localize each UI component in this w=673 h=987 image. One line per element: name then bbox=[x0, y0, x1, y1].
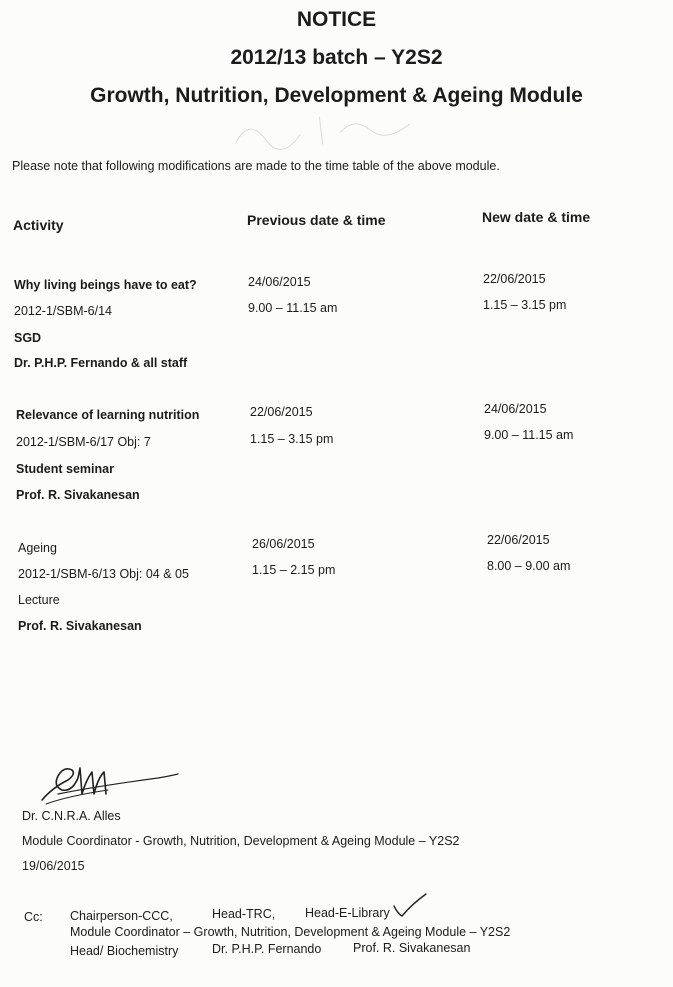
cc-label: Cc: bbox=[24, 910, 43, 924]
check-mark-icon bbox=[392, 892, 428, 925]
previous-time: 1.15 – 3.15 pm bbox=[250, 432, 334, 446]
activity-type: Student seminar bbox=[16, 462, 114, 476]
batch-title: 2012/13 batch – Y2S2 bbox=[230, 46, 443, 69]
new-date: 22/06/2015 bbox=[487, 533, 550, 547]
column-header-new: New date & time bbox=[482, 209, 591, 225]
activity-type: SGD bbox=[14, 331, 42, 345]
new-time: 1.15 – 3.15 pm bbox=[483, 298, 567, 312]
activity-code: 2012-1/SBM-6/17 Obj: 7 bbox=[16, 435, 151, 449]
cc-recipient: Head-TRC, bbox=[212, 907, 276, 921]
activity-code: 2012-1/SBM-6/13 Obj: 04 & 05 bbox=[18, 567, 189, 581]
signatory-name: Dr. C.N.R.A. Alles bbox=[22, 809, 121, 823]
cc-recipient: Dr. P.H.P. Fernando bbox=[212, 942, 322, 956]
column-header-previous: Previous date & time bbox=[247, 212, 386, 228]
signature-date: 19/06/2015 bbox=[22, 859, 85, 873]
column-header-activity: Activity bbox=[13, 217, 64, 233]
new-date: 24/06/2015 bbox=[484, 402, 547, 416]
activity-type: Lecture bbox=[18, 593, 60, 607]
previous-time: 1.15 – 2.15 pm bbox=[252, 563, 336, 577]
previous-date: 22/06/2015 bbox=[250, 405, 313, 419]
activity-code: 2012-1/SBM-6/14 bbox=[14, 304, 112, 318]
activity-staff: Prof. R. Sivakanesan bbox=[18, 619, 142, 633]
intro-text: Please note that following modifications are made to the time table of the above module. bbox=[12, 159, 500, 173]
activity-staff: Prof. R. Sivakanesan bbox=[16, 488, 140, 502]
previous-date: 26/06/2015 bbox=[252, 537, 315, 551]
cc-recipient: Prof. R. Sivakanesan bbox=[353, 941, 471, 955]
activity-title: Ageing bbox=[18, 541, 57, 555]
new-time: 8.00 – 9.00 am bbox=[487, 559, 571, 573]
cc-recipient: Module Coordinator – Growth, Nutrition, Development & Ageing Module – Y2S2 bbox=[70, 925, 511, 939]
handwritten-signature bbox=[38, 760, 188, 813]
notice-title: NOTICE bbox=[296, 8, 377, 31]
module-title: Growth, Nutrition, Development & Ageing Module bbox=[90, 84, 583, 107]
cc-recipient: Chairperson-CCC, bbox=[70, 909, 173, 923]
cc-recipient: Head-E-Library bbox=[305, 906, 390, 920]
signatory-designation: Module Coordinator - Growth, Nutrition, Development & Ageing Module – Y2S2 bbox=[22, 834, 460, 848]
cc-recipient: Head/ Biochemistry bbox=[70, 944, 179, 958]
previous-date: 24/06/2015 bbox=[248, 275, 311, 289]
bleed-through-marks bbox=[229, 103, 431, 156]
activity-staff: Dr. P.H.P. Fernando & all staff bbox=[14, 356, 188, 370]
activity-title: Relevance of learning nutrition bbox=[16, 408, 200, 422]
previous-time: 9.00 – 11.15 am bbox=[248, 301, 338, 315]
new-time: 9.00 – 11.15 am bbox=[484, 428, 574, 442]
activity-title: Why living beings have to eat? bbox=[14, 278, 197, 292]
new-date: 22/06/2015 bbox=[483, 272, 546, 286]
